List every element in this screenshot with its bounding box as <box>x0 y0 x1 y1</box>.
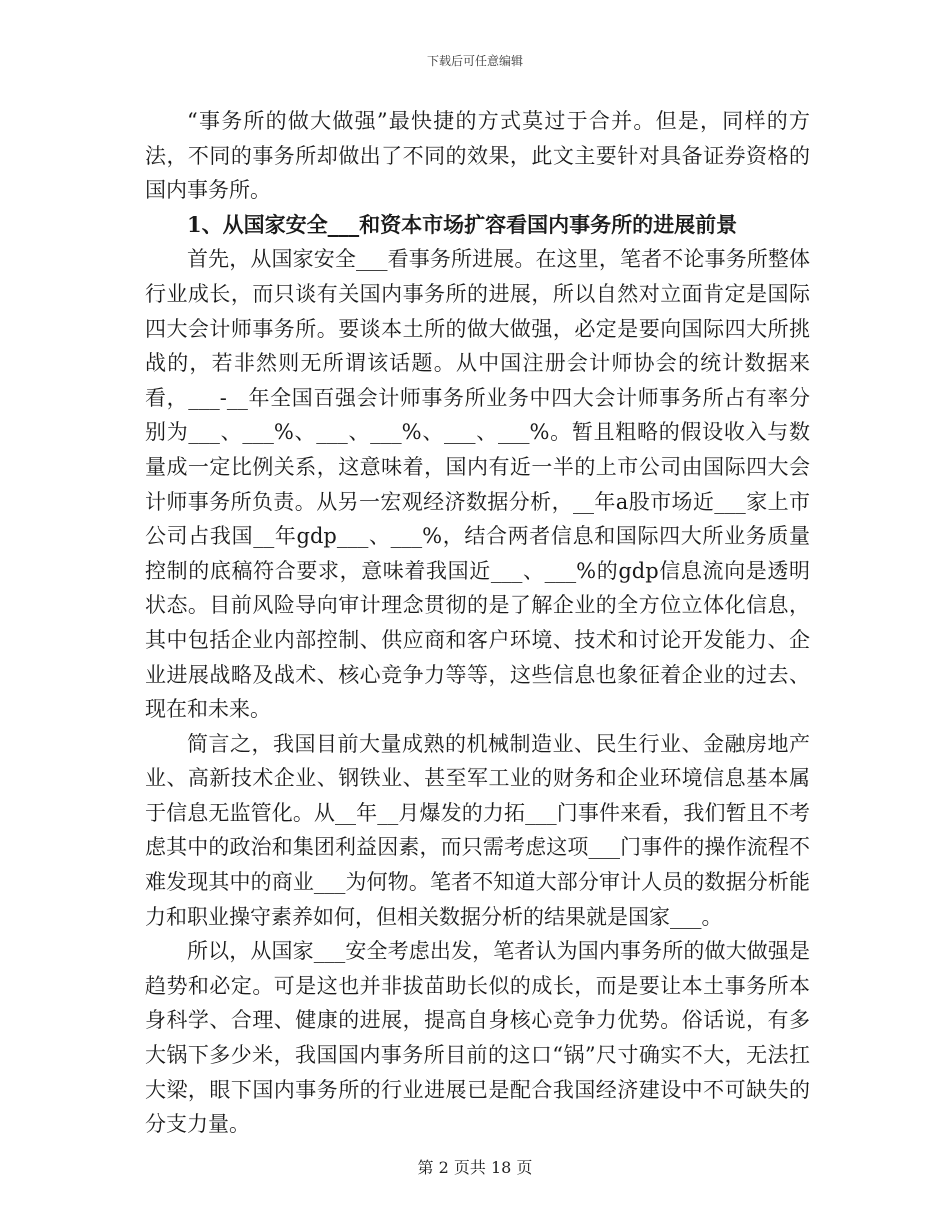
paragraph-national-security: 首先，从国家安全___看事务所进展。在这里，笔者不论事务所整体行业成长，而只谈有关国内事务所的进展，所以自然对立面肯定是国际四大会计师事务所。要谈本土所的做大做强，必定是要向国际四大所挑战的，若非然则无所谓该话题。从中国注册会计师协会的统计数据来看，___-__年全国百强会计师事务所业务中四大会计师事务所占有率分别为___、___%、___、___%、___、___%。暂且粗略的假设收入与数量成一定比例关系，这意味着，国内有近一半的上市公司由国际四大会计师事务所负责。从另一宏观经济数据分析，__年a股市场近___家上市公司占我国__年gdp___、___%，结合两者信息和国际四大所业务质量控制的底稿符合要求，意味着我国近___、___%的gdp信息流向是透明状态。目前风险导向审计理念贯彻的是了解企业的全方位立体化信息，其中包括企业内部控制、供应商和客户环境、技术和讨论开发能力、企业进展战略及战术、核心竞争力等等，这些信息也象征着企业的过去、现在和未来。 <box>145 247 810 722</box>
document-body <box>145 104 810 1142</box>
paragraph-intro: “事务所的做大做强”最快捷的方式莫过于合并。但是，同样的方法，不同的事务所却做出了不同的效果，此文主要针对具备证券资格的国内事务所。 <box>145 109 810 203</box>
page-header: 下载后可任意编辑 <box>426 54 523 68</box>
section-heading: 1、从国家安全___和资本市场扩容看国内事务所的进展前景 <box>187 211 738 237</box>
page-footer: 第 2 页共 18 页 <box>417 1158 533 1177</box>
paragraph-summary: 简言之，我国目前大量成熟的机械制造业、民生行业、金融房地产业、高新技术企业、钢铁业、甚至军工业的财务和企业环境信息基本属于信息无监管化。从__年__月爆发的力拓___门事件来看，我们暂且不考虑其中的政治和集团利益因素，而只需考虑这项___门事件的操作流程不难发现其中的商业___为何物。笔者不知道大部分审计人员的数据分析能力和职业操守素养如何，但相关数据分析的结果就是国家___。 <box>145 731 810 929</box>
paragraph-conclusion: 所以，从国家___安全考虑出发，笔者认为国内事务所的做大做强是趋势和必定。可是这也并非拔苗助长似的成长，而是要让本土事务所本身科学、合理、健康的进展，提高自身核心竞争力优势。俗话说，有多大锅下多少米，我国国内事务所目前的这口“锅”尺寸确实不大，无法扛大梁，眼下国内事务所的行业进展已是配合我国经济建设中不可缺失的分支力量。 <box>145 939 810 1137</box>
